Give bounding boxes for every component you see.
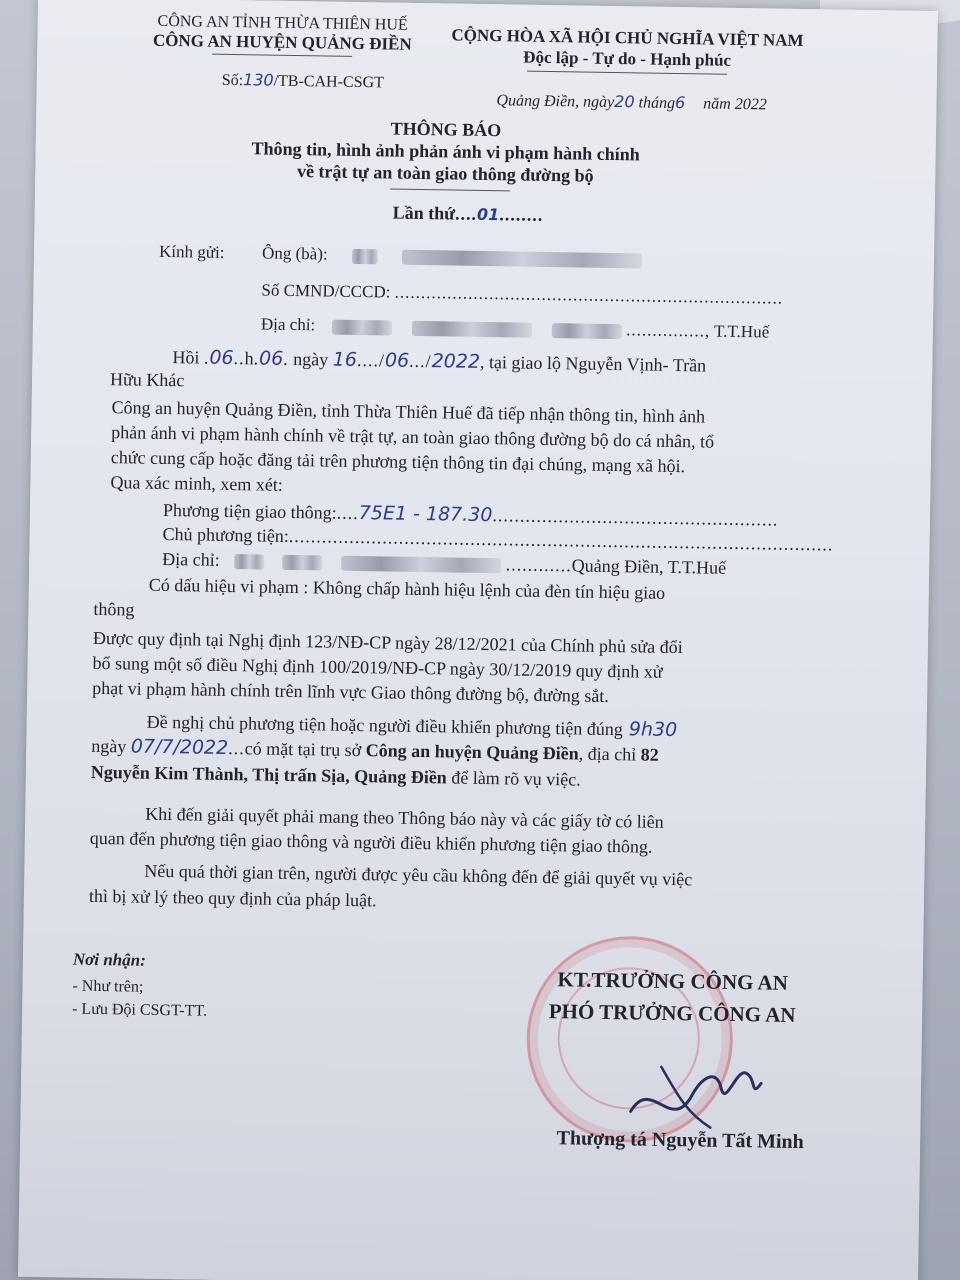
recipient-name-row: Ông (bà): [262,243,642,269]
motto-underline [527,71,727,75]
to-label: Kính gửi: [158,241,225,262]
notice-document [18,0,938,1280]
redacted-address [331,319,391,335]
violation-line-1: Có dấu hiệu vi phạm : Không chấp hành hiệu lệnh của đèn tín hiệu giao [148,574,666,603]
verification-label: Qua xác minh, xem xét: [110,472,284,495]
notice-count: Lần thứ....01........ [392,202,544,225]
recipient-id-row: Số CMND/CCCD: .......................................................................... [261,280,784,308]
agency-underline [212,54,352,57]
redacted-owner-address-2 [283,555,323,571]
redacted-name-2 [402,249,642,268]
redacted-address-3 [552,323,622,339]
notice-title: THÔNG BÁO [390,118,502,141]
recipient-item-2: - Lưu Đội CSGT-TT. [72,1000,208,1020]
notice-subtitle-1: Thông tin, hình ảnh phản ánh vi phạm hành chính [251,138,640,165]
paragraph-1-line-1: Công an huyện Quảng Điền, tỉnh Thừa Thiên Huế đã tiếp nhận thông tin, hình ảnh [111,397,706,427]
request-line-2: ngày 07/7/2022...có mặt tại trụ sở Công an huyện Quảng Điền, địa chỉ 82 [91,735,659,765]
signer-name: Thượng tá Nguyễn Tất Minh [556,1127,804,1154]
request-line-3: Nguyễn Kim Thành, Thị trấn Sịa, Quảng Điền để làm rõ vụ việc. [90,761,581,790]
motto: Độc lập - Tự do - Hạnh phúc [523,47,732,70]
recipient-address-row: Địa chỉ: ..............., T.T.Huế [260,314,770,342]
agency-parent: CÔNG AN TỈNH THỪA THIÊN HUẾ [157,12,408,34]
agency-name: CÔNG AN HUYỆN QUẢNG ĐIỀN [152,30,412,54]
violation-line-2: thông [93,598,135,620]
incident-time: Hồi .06..h.06. ngày 16..../06.../2022, tại giao lộ Nguyễn Vịnh- Trần [172,346,707,376]
bring-line-2: quan đến phương tiện giao thông và người điều khiển phương tiện giao thông. [89,827,653,857]
redacted-address-2 [412,320,532,337]
late-line-1: Nếu quá thời gian trên, người được yêu cầu không đến để giải quyết vụ việc [144,860,693,890]
owner-address-row: Địa chỉ: ............Quảng Điền, T.T.Huế [162,548,727,578]
vehicle-row: Phương tiện giao thông:....75E1 - 187.30.................................................... [162,499,779,530]
request-line-1: Đề nghị chủ phương tiện hoặc người điều khiển phương tiện đúng 9h30 [146,711,678,742]
law-line-3: phạt vi phạm hành chính trên lĩnh vực Giao thông đường bộ, đường sắt. [92,677,610,706]
law-line-2: bổ sung một số điều Nghị định 100/2019/NĐ-CP ngày 30/12/2019 quy định xử [92,652,663,682]
notice-subtitle-2: về trật tự an toàn giao thông đường bộ [296,161,594,186]
nation-title: CỘNG HÒA XÃ HỘI CHỦ NGHĨA VIỆT NAM [451,25,804,50]
owner-row: Chủ phương tiện:................................................................................................... [162,523,834,555]
incident-location-cont: Hữu Khác [109,369,185,391]
recipient-item-1: - Như trên; [72,977,144,996]
law-line-1: Được quy định tại Nghị định 123/NĐ-CP ngày 28/12/2021 của Chính phủ sửa đổi [92,627,683,658]
redacted-owner-address-3 [341,556,501,574]
signature [620,1036,782,1139]
signer-title-1: KT.TRƯỞNG CÔNG AN [557,967,789,995]
bring-line-1: Khi đến giải quyết phải mang theo Thông báo này và các giấy tờ có liên [145,803,664,832]
paragraph-1-line-3: chức cung cấp hoặc đăng tải trên phương tiện thông tin đại chúng, mạng xã hội. [110,447,686,477]
late-line-2: thì bị xử lý theo quy định của pháp luật. [88,885,377,911]
paragraph-1-line-2: phản ánh vi phạm hành chính về trật tự, an toàn giao thông đường bộ do cá nhân, tổ [111,422,715,452]
issue-date: Quảng Điền, ngày20 tháng6 năm 2022 [496,91,767,114]
redacted-name [352,248,378,263]
document-number: Số:130/TB-CAH-CSGT [221,70,385,92]
recipients-title: Nơi nhận: [72,949,146,970]
signer-title-2: PHÓ TRƯỞNG CÔNG AN [548,999,796,1027]
redacted-owner-address [234,554,264,569]
title-underline [390,188,510,191]
